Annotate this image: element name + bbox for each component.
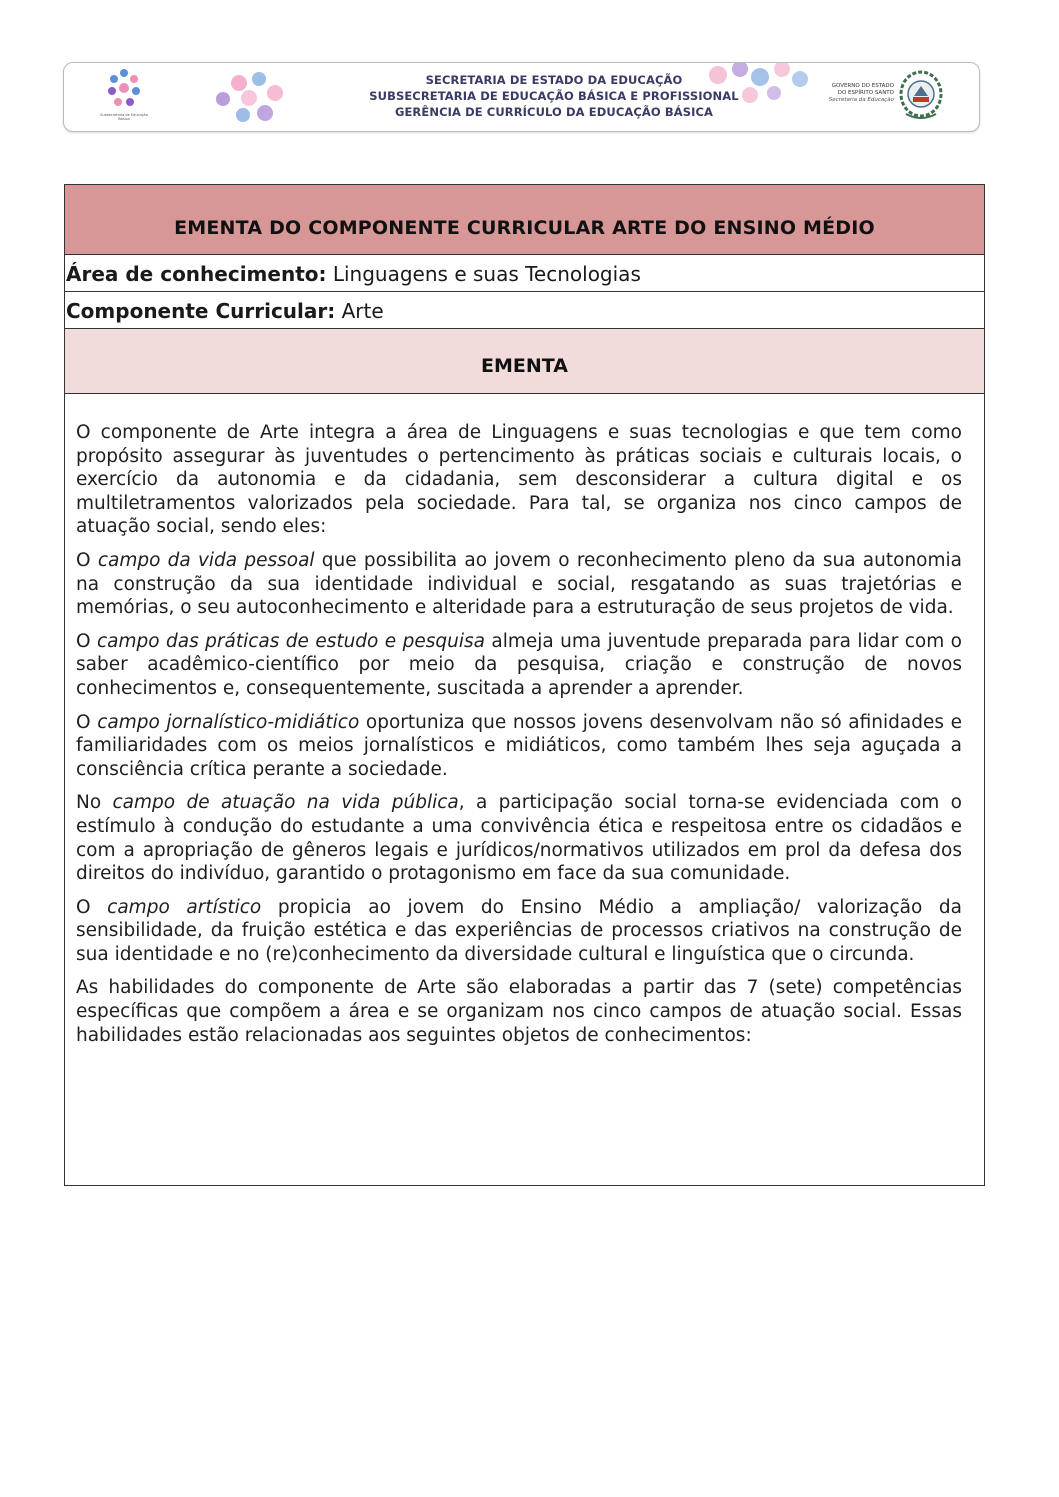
curricular-component-value: Arte <box>341 299 384 323</box>
ementa-body-cell <box>65 394 984 1185</box>
curricular-component-label: Componente Curricular: <box>66 299 336 323</box>
paragraph-text: O <box>76 711 98 733</box>
paragraph-emphasis: campo artístico <box>107 896 262 918</box>
knowledge-area <box>66 262 641 286</box>
banner-title <box>344 72 764 120</box>
paragraph-text: propicia ao jovem do Ensino Médio a ampliação/ valorização da sensibilidade, da fruição estética e das experiências de processos criativos na construção de sua identidade e no (re)conhecimento da diversidade cultural e linguística que o circunda. <box>76 896 962 965</box>
ementa-heading-row <box>65 329 984 394</box>
paragraph-text: que possibilita ao jovem o reconhecimento pleno da sua autonomia na construção da sua identidade individual e social, resgatando as suas trajetórias e memórias, o seu autoconhecimento e alteridade para a estruturação de seus projetos de vida. <box>76 549 962 619</box>
curricular-component <box>66 299 384 323</box>
subsecretaria-logo <box>100 67 148 125</box>
paragraph-emphasis: campo de atuação na vida pública <box>112 792 459 814</box>
paragraph-estudo-pesquisa <box>76 630 962 701</box>
paragraph-artistico <box>76 896 962 967</box>
paragraph-text: , a participação social torna-se evidenciada com o estímulo à condução do estudante a uma convivência ética e respeitosa entre os cidadãos e com a apropriação de gêneros legais e jurídicos/normativos utilizados em prol da defesa dos direitos do indivíduo, garantido o protagonismo em face da sua comunidade. <box>76 792 962 885</box>
knowledge-area-value: Linguagens e suas Tecnologias <box>332 262 641 286</box>
paragraph-text: O <box>76 896 108 918</box>
knowledge-area-row <box>65 255 984 292</box>
paragraph-emphasis: campo das práticas de estudo e pesquisa <box>96 630 485 652</box>
paragraph-vida-publica <box>76 791 962 885</box>
people-circle-logo-icon <box>104 67 144 113</box>
table-title: EMENTA DO COMPONENTE CURRICULAR ARTE DO ENSINO MÉDIO <box>174 217 875 239</box>
curricular-component-row <box>65 292 984 329</box>
paragraph-text: No <box>76 792 113 814</box>
paragraph-emphasis: campo da vida pessoal <box>97 549 315 571</box>
ementa-heading: EMENTA <box>481 355 568 377</box>
knowledge-area-label: Área de conhecimento: <box>66 262 327 286</box>
paragraph-vida-pessoal <box>76 549 962 620</box>
gov-line-1: GOVERNO DO ESTADO <box>831 83 894 89</box>
banner-line-1: SECRETARIA DE ESTADO DA EDUCAÇÃO <box>425 73 683 87</box>
people-figures-decoration-icon <box>704 63 814 111</box>
gov-line-3: Secretaria da Educação <box>828 97 894 103</box>
government-label <box>819 83 894 104</box>
gov-line-2: DO ESPÍRITO SANTO <box>837 90 894 96</box>
logo-left-caption: Subsecretaria de Educação Básica <box>100 113 148 121</box>
paragraph-text: O <box>76 630 97 652</box>
banner-line-3: GERÊNCIA DE CURRÍCULO DA EDUCAÇÃO BÁSICA <box>394 105 714 119</box>
table-title-row <box>65 185 984 255</box>
paragraph-habilidades: As habilidades do componente de Arte são elaboradas a partir das 7 (sete) competências específicas que compõem a área e se organizam nos cinco campos de atuação social. Essas habilidades estão relacionadas aos seguintes objetos de conhecimentos: <box>76 977 962 1046</box>
header-banner <box>63 62 980 132</box>
banner-line-2: SUBSECRETARIA DE EDUCAÇÃO BÁSICA E PROFISSIONAL <box>369 89 739 103</box>
paragraph-text: almeja uma juventude preparada para lidar com o saber acadêmico-científico por meio da pesquisa, criação e construção de novos conhecimentos e, consequentemente, suscitada a aprender a aprender. <box>76 630 962 699</box>
paragraph-jornalistico <box>76 711 962 782</box>
people-figures-decoration-icon <box>209 69 299 127</box>
paragraph-intro: O componente de Arte integra a área de Linguagens e suas tecnologias e que tem como propósito assegurar às juventudes o pertencimento às práticas sociais e culturais locais, o exercício da autonomia e da cidadania, sem desconsiderar a cultura digital e os multiletramentos valorizados pela sociedade. Para tal, se organiza nos cinco campos de atuação social, sendo eles: <box>76 422 962 538</box>
ementa-body-text <box>76 421 962 1057</box>
paragraph-text: O <box>76 549 98 571</box>
paragraph-text: oportuniza que nossos jovens desenvolvam não só afinidades e familiaridades com os meios jornalísticos e midiáticos, como também lhes seja aguçada a consciência crítica perante a sociedade. <box>76 711 962 780</box>
state-coat-of-arms-icon <box>896 66 946 126</box>
ementa-table <box>64 184 985 1186</box>
paragraph-emphasis: campo jornalístico-midiático <box>97 711 360 733</box>
